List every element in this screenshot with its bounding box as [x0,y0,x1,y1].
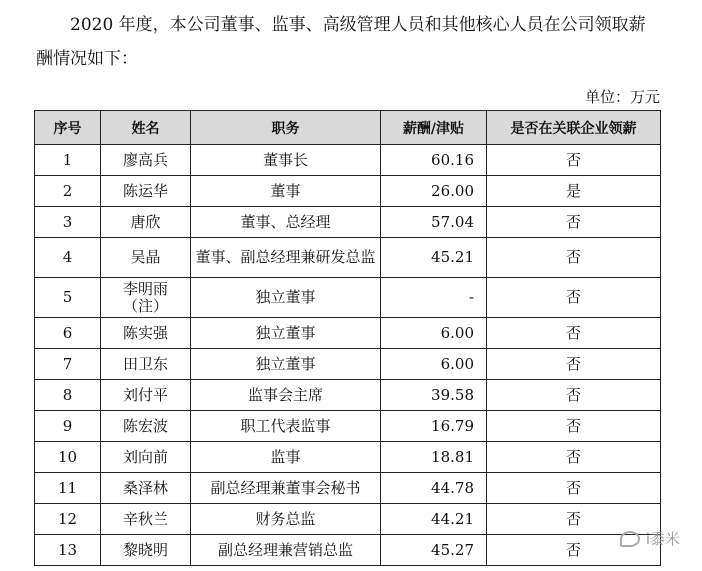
row-pay: - [381,278,487,318]
table-row [35,442,661,473]
row-name: 桑泽林 [101,473,191,504]
table-row [35,207,661,238]
header-no: 序号 [35,111,101,145]
intro-line-2: 酬情况如下： [36,49,138,69]
row-pay: 57.04 [381,207,487,238]
row-related: 否 [487,318,661,349]
row-position: 副总经理兼营销总监 [191,535,381,566]
row-position: 财务总监 [191,504,381,535]
header-name: 姓名 [101,111,191,145]
unit-label: 单位：万元 [584,88,660,106]
row-number: 4 [35,238,101,278]
header-pay: 薪酬/津贴 [381,111,487,145]
row-number: 5 [35,278,101,318]
row-name: 廖高兵 [101,145,191,176]
table-row [35,318,661,349]
row-number: 2 [35,176,101,207]
row-name: 吴晶 [101,238,191,278]
row-number: 1 [35,145,101,176]
row-pay: 6.00 [381,349,487,380]
row-pay: 45.27 [381,535,487,566]
table-row [35,145,661,176]
row-pay: 16.79 [381,411,487,442]
row-name: 辛秋兰 [101,504,191,535]
row-related: 否 [487,473,661,504]
table-header-row [35,111,661,145]
row-number: 11 [35,473,101,504]
row-name: 陈运华 [101,176,191,207]
row-number: 12 [35,504,101,535]
row-position: 董事、副总经理兼研发总监 [191,238,381,278]
row-position: 独立董事 [191,278,381,318]
row-pay: 6.00 [381,318,487,349]
row-number: 7 [35,349,101,380]
row-related: 否 [487,238,661,278]
table-row [35,473,661,504]
row-related: 否 [487,411,661,442]
row-pay: 26.00 [381,176,487,207]
row-position: 监事 [191,442,381,473]
row-name: 唐欣 [101,207,191,238]
intro-line-1: 2020 年度，本公司董事、监事、高级管理人员和其他核心人员在公司领取薪 [70,15,646,35]
row-name: 陈宏波 [101,411,191,442]
row-name: 刘向前 [101,442,191,473]
compensation-table [34,110,661,566]
row-related: 否 [487,278,661,318]
row-pay: 44.78 [381,473,487,504]
header-related: 是否在关联企业领薪 [487,111,661,145]
row-position: 独立董事 [191,318,381,349]
row-position: 董事长 [191,145,381,176]
row-position: 独立董事 [191,349,381,380]
row-name: 黎晓明 [101,535,191,566]
row-name: 陈实强 [101,318,191,349]
row-name: 田卫东 [101,349,191,380]
row-related: 否 [487,349,661,380]
row-related: 否 [487,442,661,473]
row-related: 否 [487,380,661,411]
row-pay: 45.21 [381,238,487,278]
row-related: 否 [487,504,661,535]
row-position: 职工代表监事 [191,411,381,442]
table-row [35,504,661,535]
row-number: 3 [35,207,101,238]
row-related: 否 [487,207,661,238]
table-body [35,145,661,566]
watermark-text: i黍米 [645,530,680,548]
row-pay: 60.16 [381,145,487,176]
row-number: 10 [35,442,101,473]
table-row [35,278,661,318]
row-related: 否 [487,535,661,566]
table-row [35,535,661,566]
row-pay: 18.81 [381,442,487,473]
row-related: 是 [487,176,661,207]
wechat-icon [620,531,640,547]
table-row [35,380,661,411]
row-position: 副总经理兼董事会秘书 [191,473,381,504]
row-pay: 44.21 [381,504,487,535]
row-position: 董事、总经理 [191,207,381,238]
row-name: 李明雨（注） [101,278,191,318]
table-row [35,411,661,442]
row-number: 13 [35,535,101,566]
header-position: 职务 [191,111,381,145]
table-row [35,176,661,207]
watermark [620,528,680,549]
row-related: 否 [487,145,661,176]
row-number: 6 [35,318,101,349]
table-row [35,349,661,380]
row-number: 9 [35,411,101,442]
table-row [35,238,661,278]
row-position: 监事会主席 [191,380,381,411]
row-name: 刘付平 [101,380,191,411]
row-number: 8 [35,380,101,411]
row-position: 董事 [191,176,381,207]
row-pay: 39.58 [381,380,487,411]
